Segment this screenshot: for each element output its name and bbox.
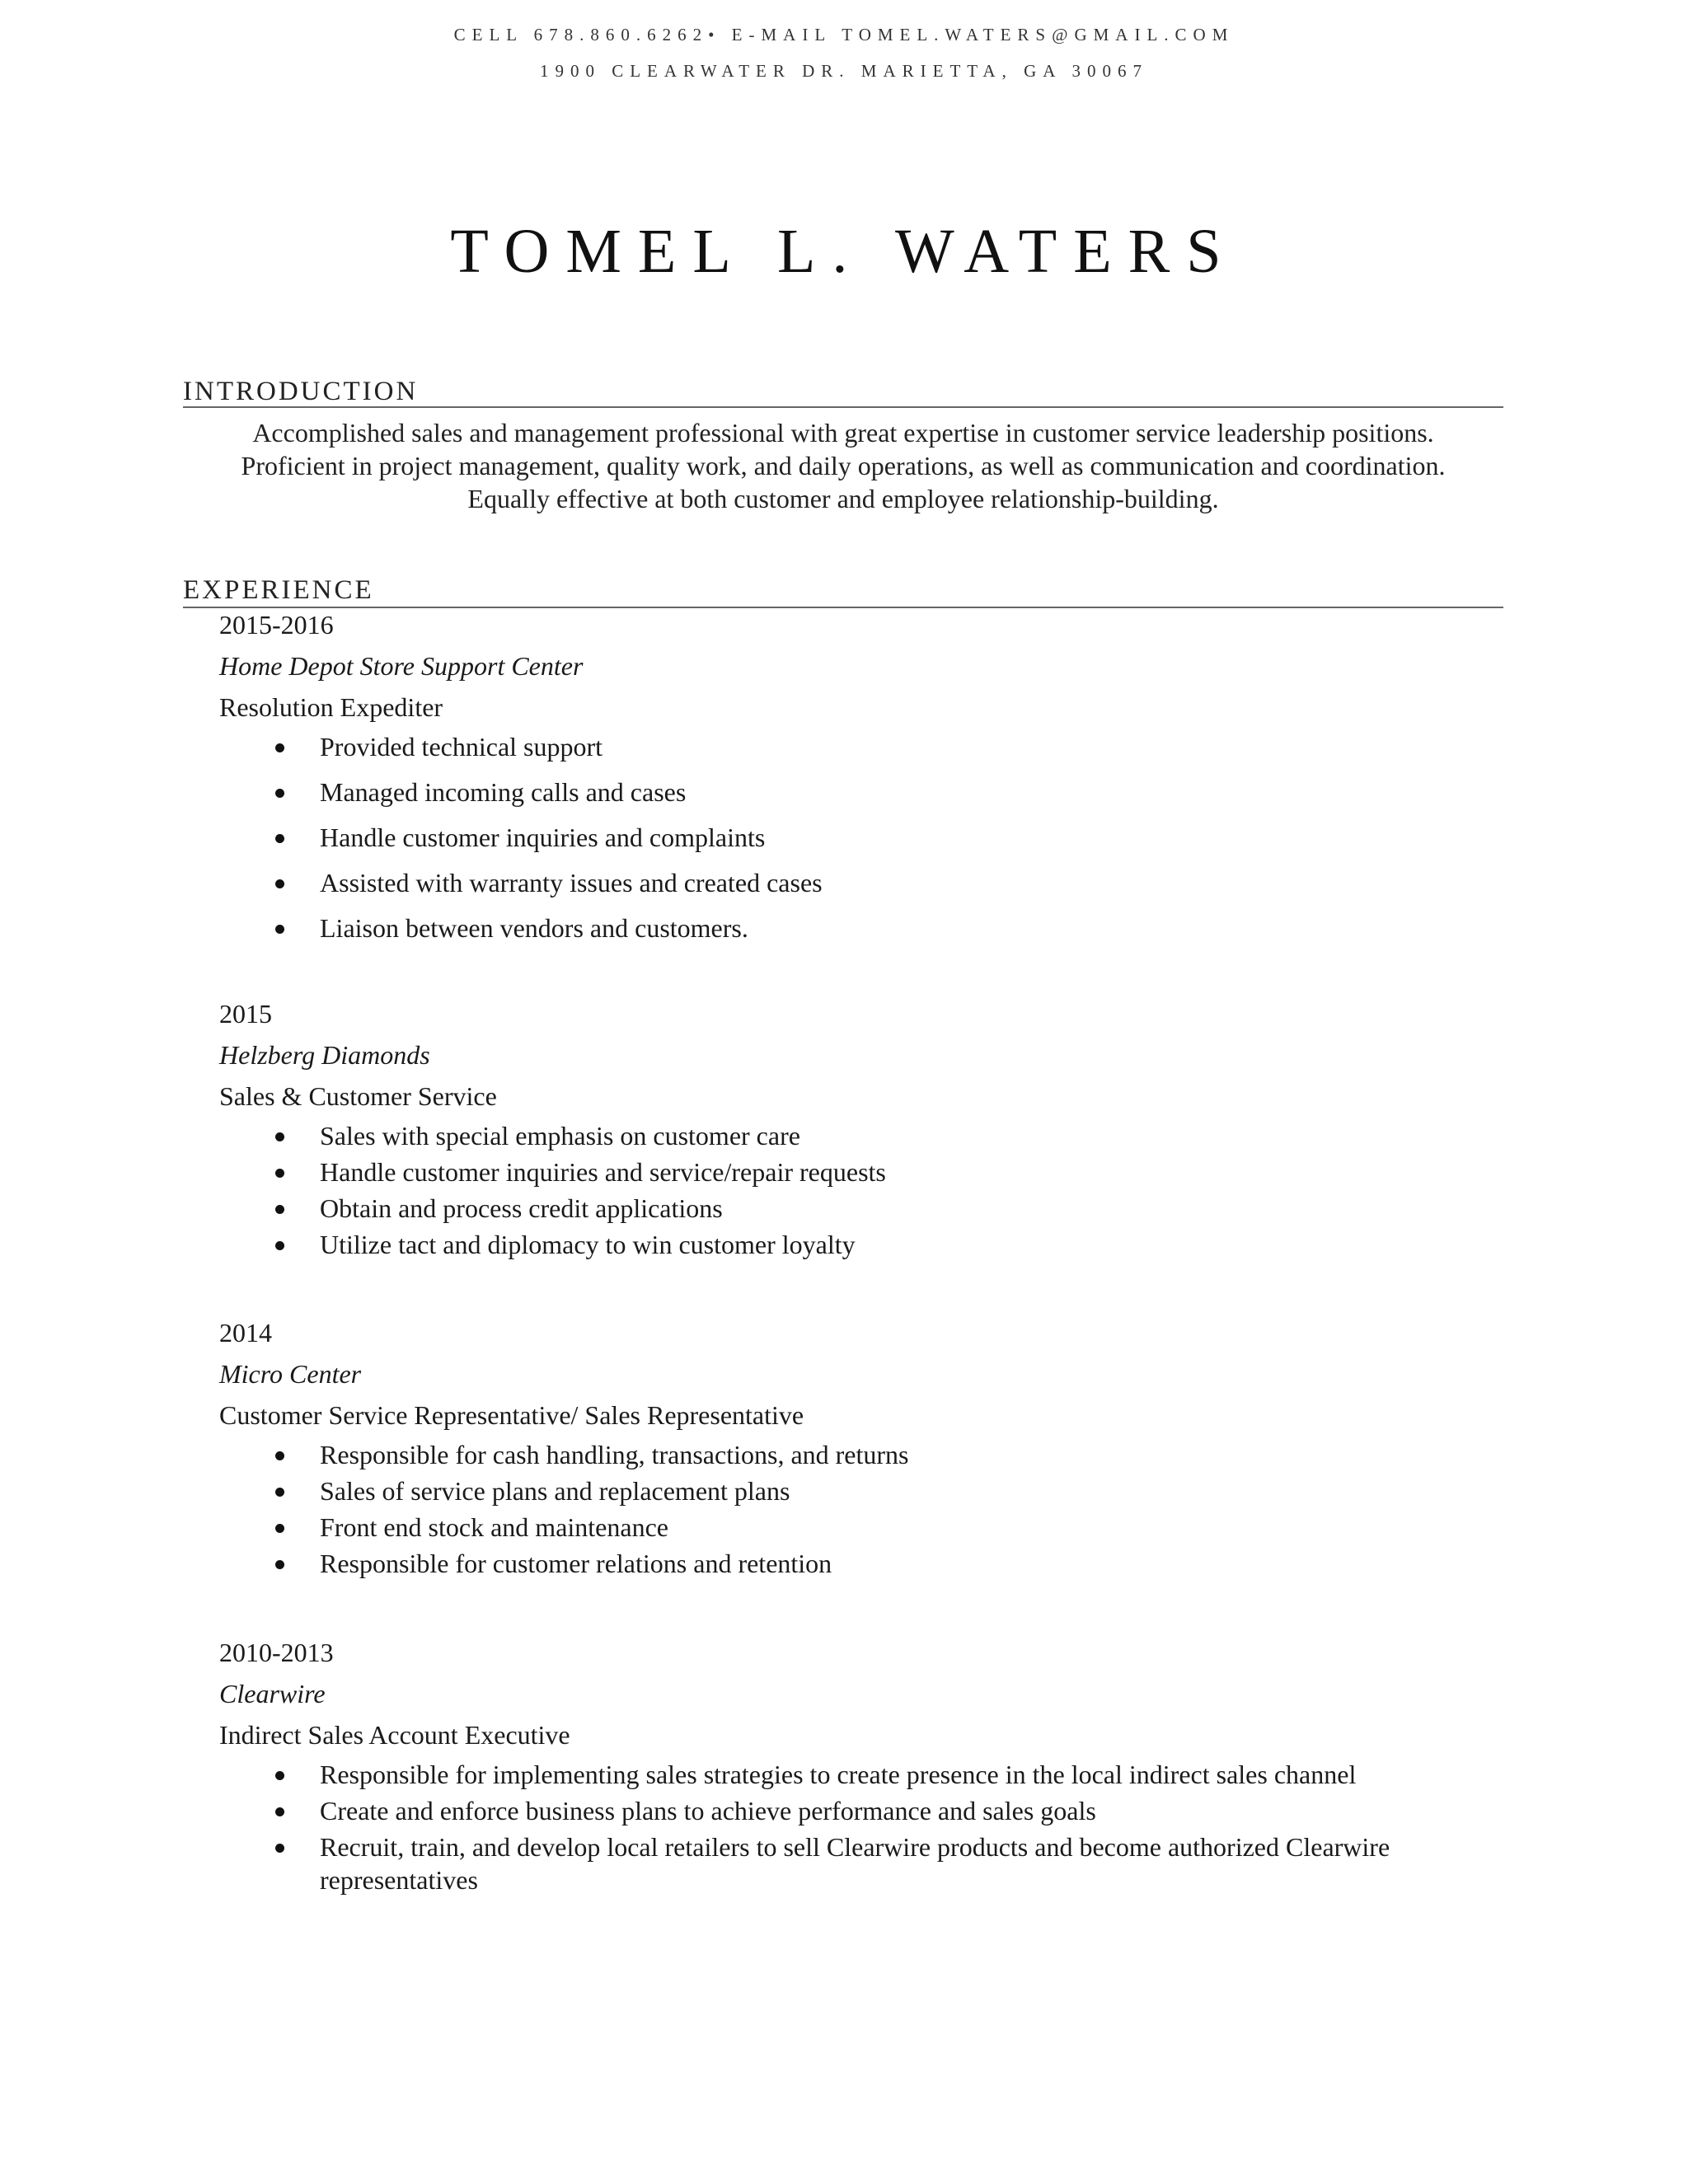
introduction-line: Accomplished sales and management professional with great expertise in customer service leadership positions. <box>252 418 1434 448</box>
job-entry-helzberg <box>219 997 1505 1264</box>
job-duties-list <box>219 1119 1505 1261</box>
bullet-icon <box>275 789 284 798</box>
job-duty-text: Responsible for cash handling, transactions, and returns <box>320 1440 909 1469</box>
bullet-icon <box>275 925 284 934</box>
contact-line-address: 1900 CLEARWATER DR. MARIETTA, GA 30067 <box>539 61 1149 81</box>
bullet-icon <box>275 1771 284 1780</box>
job-duty-text: Sales of service plans and replacement plans <box>320 1476 790 1506</box>
bullet-icon <box>275 1560 284 1569</box>
job-duty <box>219 1830 1505 1896</box>
job-duty <box>219 1155 1505 1188</box>
bullet-icon <box>275 1807 284 1816</box>
introduction-line: Equally effective at both customer and employee relationship-building. <box>467 484 1219 513</box>
job-company: Clearwire <box>219 1679 326 1708</box>
resume-name: TOMEL L. WATERS <box>450 217 1238 286</box>
job-duty <box>219 866 1505 899</box>
job-duty-text: Managed incoming calls and cases <box>320 777 687 807</box>
job-duties-list <box>219 1758 1505 1896</box>
job-duty <box>219 1192 1505 1225</box>
job-years: 2014 <box>219 1318 272 1347</box>
bullet-icon <box>275 879 284 888</box>
job-duties-list <box>219 730 1505 944</box>
job-duty-text: Handle customer inquiries and complaints <box>320 823 766 852</box>
experience-heading: EXPERIENCE <box>183 575 374 605</box>
job-years: 2015-2016 <box>219 610 334 640</box>
job-title: Indirect Sales Account Executive <box>219 1720 570 1750</box>
job-duties-list <box>219 1438 1505 1580</box>
job-duty <box>219 1794 1505 1827</box>
bullet-icon <box>275 1524 284 1533</box>
bullet-icon <box>275 834 284 843</box>
job-duty-text: Obtain and process credit applications <box>320 1193 723 1223</box>
job-duty <box>219 776 1505 808</box>
bullet-icon <box>275 1132 284 1141</box>
job-duty-text: Recruit, train, and develop local retailers to sell Clearwire products and become authorized Clearwire representatives <box>320 1832 1390 1895</box>
job-duty-text: Responsible for implementing sales strategies to create presence in the local indirect sales channel <box>320 1760 1357 1789</box>
job-duty-text: Provided technical support <box>320 732 603 762</box>
job-years: 2010-2013 <box>219 1638 334 1667</box>
job-duty <box>219 1547 1505 1580</box>
job-duty-text: Handle customer inquiries and service/repair requests <box>320 1157 886 1187</box>
bullet-icon <box>275 1488 284 1497</box>
job-duty-text: Assisted with warranty issues and created cases <box>320 868 823 898</box>
job-title: Sales & Customer Service <box>219 1081 497 1111</box>
introduction-divider <box>183 406 1503 408</box>
bullet-icon <box>275 1844 284 1853</box>
job-duty-text: Liaison between vendors and customers. <box>320 913 748 943</box>
job-years: 2015 <box>219 999 272 1029</box>
job-duty <box>219 1228 1505 1261</box>
bullet-icon <box>275 1205 284 1214</box>
job-duty <box>219 821 1505 854</box>
contact-line-phone-email: CELL 678.860.6262• E-MAIL TOMEL.WATERS@GMAIL.COM <box>453 25 1235 45</box>
job-duty-text: Sales with special emphasis on customer care <box>320 1121 800 1151</box>
job-duty <box>219 912 1505 944</box>
bullet-icon <box>275 1169 284 1178</box>
job-duty-text: Create and enforce business plans to achieve performance and sales goals <box>320 1796 1096 1825</box>
job-duty-text: Responsible for customer relations and retention <box>320 1549 832 1578</box>
job-duty <box>219 730 1505 763</box>
introduction-heading: INTRODUCTION <box>183 377 419 406</box>
job-entry-micro-center <box>219 1316 1505 1583</box>
job-company: Helzberg Diamonds <box>219 1040 430 1070</box>
job-duty <box>219 1758 1505 1791</box>
job-company: Home Depot Store Support Center <box>219 651 584 681</box>
job-duty <box>219 1438 1505 1471</box>
job-duty-text: Utilize tact and diplomacy to win customer loyalty <box>320 1230 856 1259</box>
job-duty <box>219 1119 1505 1152</box>
introduction-line: Proficient in project management, quality work, and daily operations, as well as communication and coordination. <box>241 451 1446 480</box>
bullet-icon <box>275 743 284 752</box>
job-entry-home-depot <box>219 608 1505 957</box>
job-title: Customer Service Representative/ Sales Representative <box>219 1400 804 1430</box>
job-entry-clearwire <box>219 1636 1505 1900</box>
job-duty <box>219 1474 1505 1507</box>
job-title: Resolution Expediter <box>219 692 443 722</box>
job-company: Micro Center <box>219 1359 362 1389</box>
job-duty-text: Front end stock and maintenance <box>320 1512 668 1542</box>
job-duty <box>219 1511 1505 1544</box>
introduction-text <box>183 416 1503 515</box>
bullet-icon <box>275 1451 284 1460</box>
bullet-icon <box>275 1241 284 1250</box>
